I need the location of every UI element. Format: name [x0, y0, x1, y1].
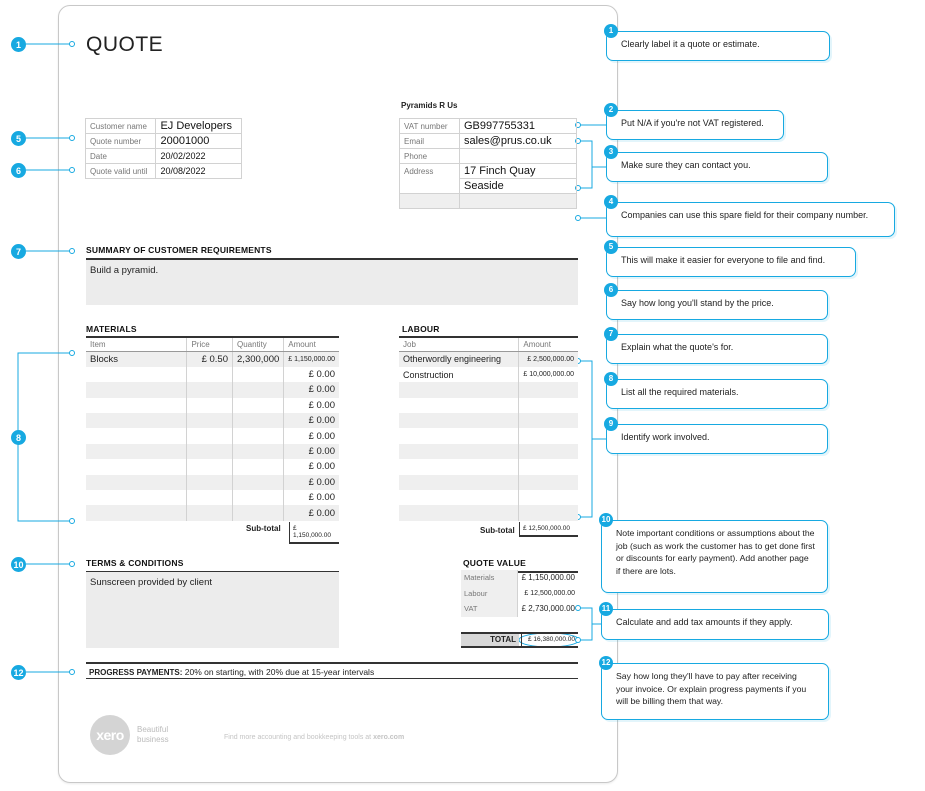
- qv-vat-label: VAT: [461, 601, 517, 617]
- summary-text: Build a pyramid.: [86, 260, 578, 305]
- marker-5: 5: [11, 131, 26, 146]
- customer-name-label: Customer name: [86, 119, 156, 134]
- address-label: Address: [400, 164, 460, 179]
- company-info-table: [399, 118, 577, 209]
- summary-heading: SUMMARY OF CUSTOMER REQUIREMENTS: [86, 245, 578, 260]
- callout-1: 1 Clearly label it a quote or estimate.: [606, 31, 830, 61]
- email-label: Email: [400, 134, 460, 149]
- materials-heading: MATERIALS: [86, 324, 137, 334]
- materials-subtotal-label: Sub-total: [246, 524, 281, 533]
- callout-11: 11 Calculate and add tax amounts if they apply.: [601, 609, 829, 640]
- callout-10: 10 Note important conditions or assumptions about the job (such as work the customer has to get done first or discounts for early payment). Add another page if there are lots.: [601, 520, 828, 593]
- table-row: [399, 444, 578, 459]
- marker-7: 7: [11, 244, 26, 259]
- email-value: sales@prus.co.uk: [460, 134, 577, 149]
- progress-payments: [86, 662, 578, 679]
- table-row: £ 0.00: [86, 382, 339, 397]
- customer-name-value: EJ Developers: [156, 119, 242, 134]
- col-quantity: Quantity: [233, 337, 284, 352]
- marker-6: 6: [11, 163, 26, 178]
- callout-6: 6 Say how long you'll stand by the price.: [606, 290, 828, 320]
- address-line-1: 17 Finch Quay: [460, 164, 577, 179]
- col-item: Item: [86, 337, 187, 352]
- address-line-2: Seaside: [460, 179, 577, 194]
- marker-1: 1: [11, 37, 26, 52]
- progress-label: PROGRESS PAYMENTS:: [89, 668, 183, 677]
- qv-labour-label: Labour: [461, 586, 517, 602]
- quote-value-heading: QUOTE VALUE: [463, 558, 578, 573]
- callout-7: 7 Explain what the quote's for.: [606, 334, 828, 364]
- total-row: [461, 632, 578, 648]
- phone-label: Phone: [400, 149, 460, 164]
- callout-8: 8 List all the required materials.: [606, 379, 828, 409]
- table-row: £ 0.00: [86, 475, 339, 490]
- table-row: £ 0.00: [86, 398, 339, 413]
- callout-4: 4 Companies can use this spare field for their company number.: [606, 202, 895, 237]
- col-job: Job: [399, 337, 519, 352]
- table-row: £ 0.00: [86, 490, 339, 505]
- table-row: £ 0.00: [86, 459, 339, 474]
- table-row: [399, 413, 578, 428]
- marker-8: 8: [11, 430, 26, 445]
- footer-link[interactable]: xero.com: [373, 734, 405, 741]
- table-row: [399, 382, 578, 397]
- page-title: QUOTE: [86, 33, 164, 56]
- valid-until-value: 20/08/2022: [156, 164, 242, 179]
- table-row: [399, 398, 578, 413]
- table-row: Blocks £ 0.50 2,300,000 £ 1,150,000.00: [86, 352, 339, 367]
- labour-subtotal-value: £ 12,500,000.00: [519, 522, 578, 537]
- materials-subtotal-value: £ 1,150,000.00: [289, 522, 339, 544]
- xero-logo: [90, 715, 130, 755]
- table-row: £ 0.00: [86, 367, 339, 382]
- qv-materials-value: £ 1,150,000.00: [517, 570, 578, 586]
- quote-number-value: 20001000: [156, 134, 242, 149]
- col-labour-amount: Amount: [519, 337, 578, 352]
- table-row: £ 0.00: [86, 505, 339, 520]
- col-price: Price: [187, 337, 233, 352]
- table-row: [399, 475, 578, 490]
- callout-5: 5 This will make it easier for everyone to file and find.: [606, 247, 856, 277]
- table-row: £ 0.00: [86, 444, 339, 459]
- materials-table: [86, 336, 339, 521]
- total-value: £ 16,380,000.00: [521, 634, 578, 646]
- quote-value-table: [461, 570, 578, 617]
- labour-subtotal: [480, 526, 515, 535]
- spare-field: [460, 194, 577, 209]
- tagline-line-1: Beautiful: [137, 725, 169, 734]
- labour-subtotal-label: Sub-total: [480, 526, 515, 535]
- table-row: [399, 428, 578, 443]
- callout-bracket-11: [578, 608, 592, 640]
- table-row: £ 0.00: [86, 413, 339, 428]
- table-row: [399, 505, 578, 520]
- quote-number-label: Quote number: [86, 134, 156, 149]
- tagline-line-2: business: [137, 734, 169, 744]
- marker-12: 12: [11, 665, 26, 680]
- callout-12: 12 Say how long they'll have to pay after receiving your invoice. Or explain progress payments if you will be billing them that way.: [601, 663, 829, 720]
- terms-text: Sunscreen provided by client: [86, 572, 339, 648]
- qv-vat-value: £ 2,730,000.00: [517, 601, 578, 617]
- labour-heading: LABOUR: [402, 324, 440, 334]
- callout-9: 9 Identify work involved.: [606, 424, 828, 454]
- materials-subtotal: [246, 524, 281, 533]
- progress-text: 20% on starting, with 20% due at 15-year intervals: [184, 667, 375, 677]
- callout-3: 3 Make sure they can contact you.: [606, 152, 828, 182]
- qv-labour-value: £ 12,500,000.00: [517, 586, 578, 602]
- date-label: Date: [86, 149, 156, 164]
- footer-tagline: [137, 725, 169, 744]
- company-name: Pyramids R Us: [401, 101, 458, 110]
- xero-logo-text: xero: [96, 727, 124, 743]
- vat-label: VAT number: [400, 119, 460, 134]
- qv-materials-label: Materials: [461, 570, 517, 586]
- footer-text: Find more accounting and bookkeeping tools at xero.com: [224, 734, 405, 741]
- labour-table: [399, 336, 578, 521]
- table-row: Construction £ 10,000,000.00: [399, 367, 578, 382]
- table-row: Otherwordly engineering £ 2,500,000.00: [399, 352, 578, 367]
- customer-info-table: [85, 118, 242, 179]
- col-amount: Amount: [284, 337, 339, 352]
- marker-10: 10: [11, 557, 26, 572]
- phone-value: [460, 149, 577, 164]
- callout-2: 2 Put N/A if you're not VAT registered.: [606, 110, 784, 140]
- total-label: TOTAL: [461, 634, 519, 646]
- terms-heading: TERMS & CONDITIONS: [86, 558, 339, 573]
- table-row: [399, 490, 578, 505]
- date-value: 20/02/2022: [156, 149, 242, 164]
- valid-until-label: Quote valid until: [86, 164, 156, 179]
- vat-value: GB997755331: [460, 119, 577, 134]
- table-row: £ 0.00: [86, 428, 339, 443]
- callout-bracket-3: [578, 141, 592, 188]
- table-row: [399, 459, 578, 474]
- callout-bracket-9: [578, 361, 592, 517]
